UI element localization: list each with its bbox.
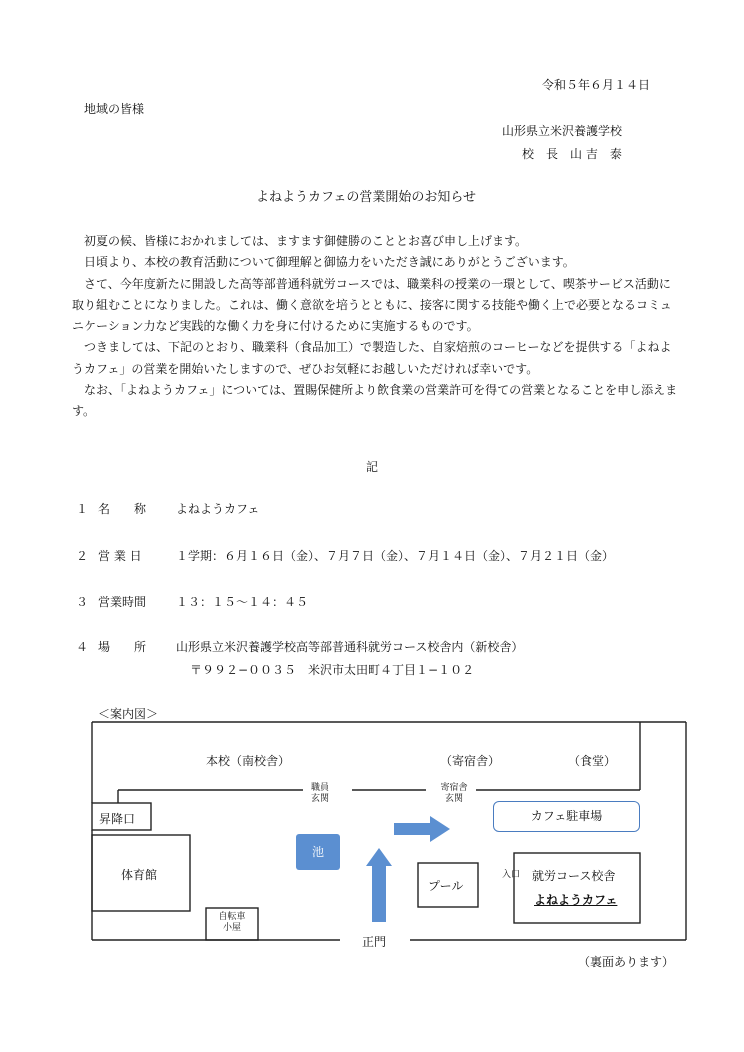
paragraph: さて、今年度新たに開設した高等部普通科就労コースでは、職業科の授業の一環として、喫茶サービス活動に取り組むことになりました。これは、働く意欲を培うとともに、接客に関する技能や働く上で必要となるコミュニケーション力など実践的な働く力を身に付けるために実施するものです。 (72, 276, 672, 334)
staff-entrance-line2: 玄関 (310, 794, 329, 804)
course-building-label: 就労コース校舎 (532, 869, 616, 883)
item-label: 営業時間 (98, 595, 147, 609)
entrance-label: 入口 (502, 870, 521, 880)
main-gate-label: 正門 (362, 935, 387, 949)
item-value: よねようカフェ (176, 502, 260, 516)
paragraph: 初夏の候、皆様におかれましては、ますます御健勝のこととお喜び申し上げます。 (84, 234, 528, 248)
paragraph: つきましては、下記のとおり、職業科（食品加工）で製造した、自家焙煎のコーヒーなどを提供する「よねようカフェ」の営業を開始いたしますので、ぜひお気軽にお越しいただければ幸いです。 (72, 340, 672, 376)
item-number: ４ (76, 640, 89, 654)
paragraph: なお、「よねようカフェ」については、置賜保健所より飲食業の営業許可を得ての営業となることを申し添えます。 (72, 383, 678, 419)
gym-label: 体育館 (121, 868, 158, 882)
principal-name: 校 長 山 吉 泰 (522, 147, 622, 161)
bike-shed-line2: 小屋 (222, 923, 241, 933)
bike-shed-line1: 自転車 (218, 912, 246, 922)
item-value: １学期：６月１６日（金）、７月７日（金）、７月１４日（金）、７月２１日（金） (176, 549, 615, 563)
cafe-name-label: よねようカフェ (534, 893, 618, 907)
recipient: 地域の皆様 (84, 102, 145, 116)
paragraph: 日頃より、本校の教育活動について御理解と御協力をいただき誠にありがとうございます。 (84, 255, 575, 270)
ki-heading: 記 (366, 460, 379, 474)
staff-entrance-line1: 職員 (310, 783, 329, 793)
footer-note: （裏面あります） (578, 955, 675, 969)
item-value: 山形県立米沢養護学校高等部普通科就労コース校舎内（新校舎） (176, 640, 524, 654)
document-title: よねようカフェの営業開始のお知らせ (256, 190, 476, 205)
cafeteria-label: （食堂） (568, 754, 617, 768)
cafe-parking (493, 801, 640, 832)
item-number: １ (76, 502, 89, 516)
item-label: 名 称 (98, 502, 147, 516)
bike-shed-label (210, 912, 254, 934)
dorm-entrance-label (436, 783, 472, 805)
item-number: ２ (76, 549, 89, 563)
staff-entrance-label (306, 783, 334, 805)
main-school-label: 本校（南校舎） (206, 754, 291, 768)
pond (296, 834, 340, 870)
item-label: 場 所 (98, 640, 147, 654)
map-title: ＜案内図＞ (98, 707, 159, 721)
dormitory-label: （寄宿舎） (440, 754, 501, 768)
item-address: 〒９９２−００３５ 米沢市太田町４丁目１−１０２ (190, 663, 475, 677)
dorm-entrance-line1: 寄宿舎 (440, 783, 468, 793)
item-value: １３：１５〜１４：４５ (176, 595, 309, 609)
item-label: 営 業 日 (98, 549, 142, 563)
stairs-label: 昇降口 (99, 812, 136, 826)
cafe-parking-label: カフェ駐車場 (530, 809, 603, 823)
pond-label: 池 (311, 845, 324, 859)
item-number: ３ (76, 595, 89, 609)
school-name: 山形県立米沢養護学校 (502, 124, 623, 138)
dorm-entrance-line2: 玄関 (444, 794, 463, 804)
date: 令和５年６月１４日 (542, 78, 651, 92)
pool-label: プール (428, 879, 464, 893)
